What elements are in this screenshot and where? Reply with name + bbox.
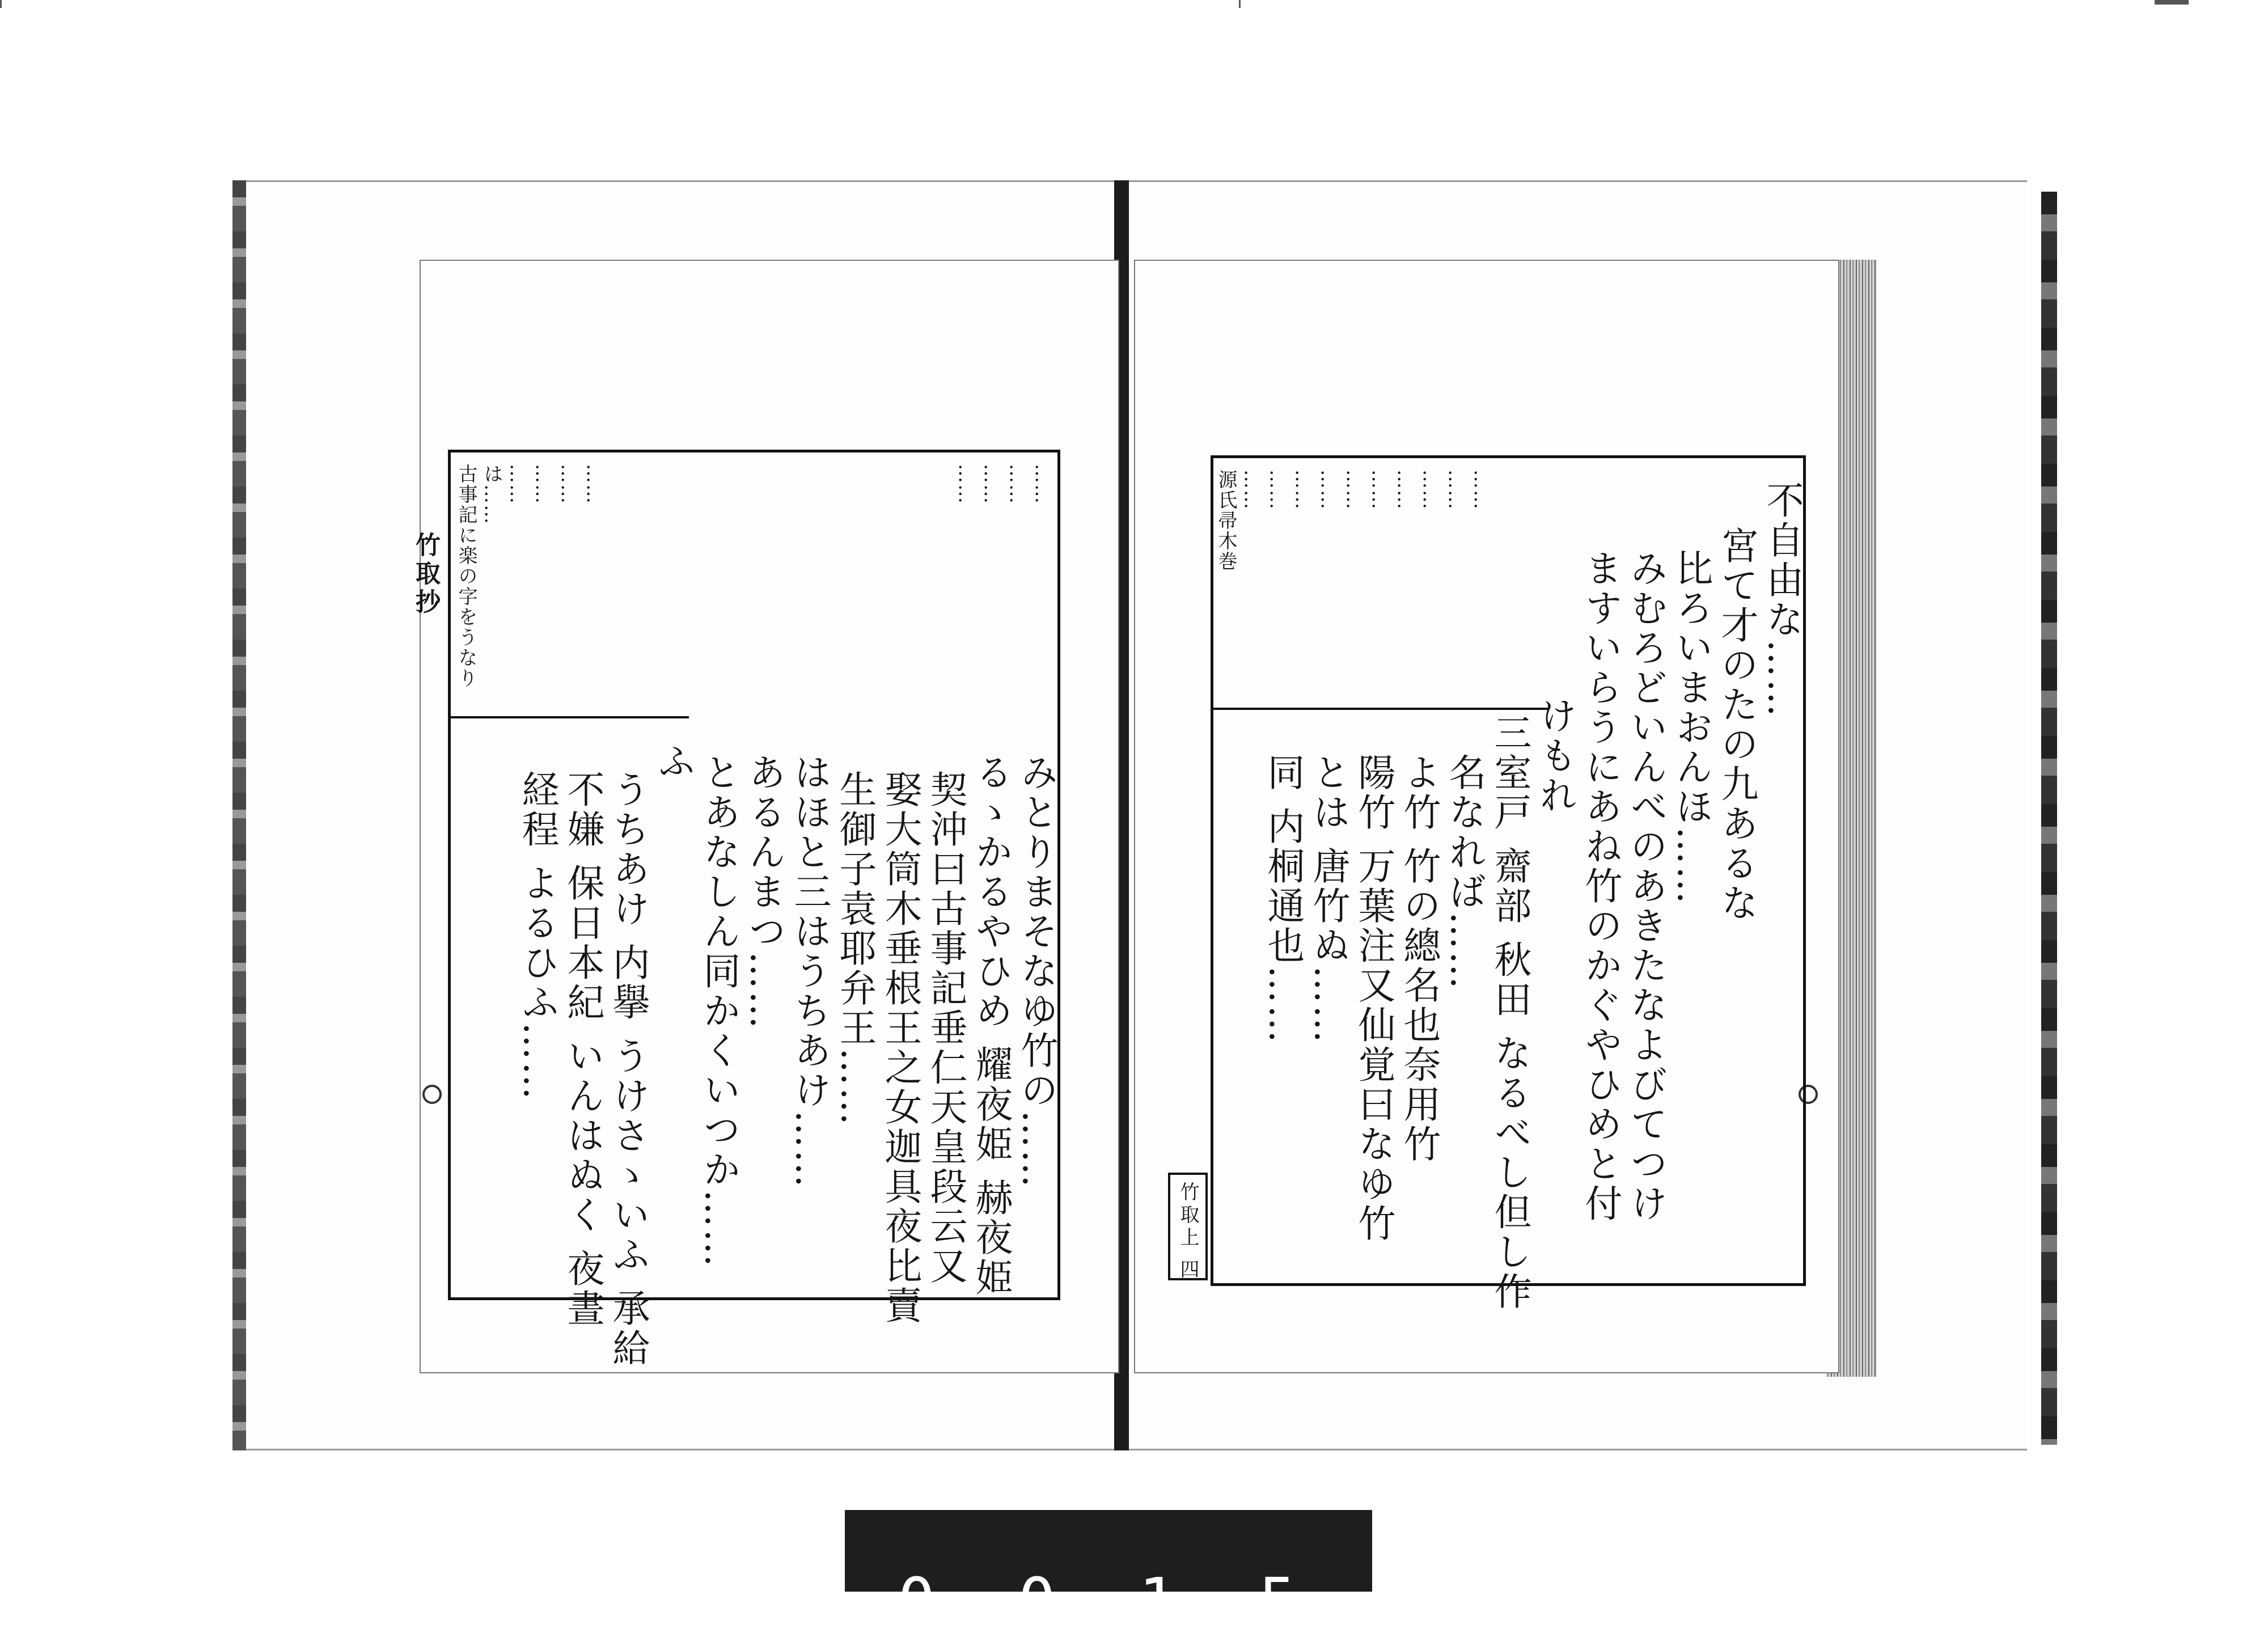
book-title-margin: 竹取抄 — [411, 532, 440, 617]
main-text-line: 比ろいまおんほ…… — [1669, 549, 1713, 906]
main-text-line: あるんまつ…… — [742, 753, 786, 1031]
main-text-line: みむろどいんべのあきたなよびてつけ — [1624, 549, 1668, 1224]
main-text-line: ふ — [651, 742, 695, 781]
main-text-line: みとりまそなゆ竹の…… — [1014, 753, 1058, 1190]
main-text-line: 不嫌 保日本紀 いんはぬく 夜晝 — [561, 770, 604, 1329]
scan-id-plate — [845, 1510, 1372, 1637]
main-text-line: けもれ — [1533, 696, 1577, 815]
main-text-line: とは 唐竹ぬ…… — [1306, 753, 1350, 1045]
upper-note-line: …… — [506, 464, 528, 505]
note-divider — [451, 716, 689, 718]
top-note-line: …… — [1031, 464, 1053, 505]
main-text-line: 契沖曰古事記垂仁天皇段云又 — [924, 770, 967, 1286]
scan-edge-mark — [0, 0, 2, 8]
upper-note-line: …… — [1470, 469, 1492, 510]
main-text-line: 経程 よるひふ…… — [515, 770, 559, 1102]
main-text-line: 娶大筒木垂根王之女迦具夜比賣 — [878, 770, 922, 1326]
upper-note-line: …… — [557, 464, 579, 505]
folio-text: 竹取上 四 — [1177, 1182, 1199, 1282]
main-text-line: 同 内桐通也…… — [1261, 753, 1305, 1045]
upper-note-line: …… — [1317, 469, 1339, 510]
upper-note-line: …… — [531, 464, 554, 505]
upper-note-line: は…… — [480, 464, 503, 525]
cover-edge — [2041, 192, 2057, 1445]
main-text-line: うちあけ 内擧 うけさゝいふ 承給 — [606, 770, 650, 1368]
left-binding-edge — [232, 180, 246, 1450]
book-spread — [232, 180, 2061, 1450]
top-note-line: …… — [954, 464, 977, 505]
main-text-line: るゝかるやひめ 耀夜姫 赫夜姫 — [969, 753, 1013, 1297]
main-text-line: よ竹 竹の總名也奈用竹 — [1397, 753, 1441, 1164]
main-text-line: 宮て才のたの九あるな — [1715, 526, 1758, 923]
main-text-line: 生御子袁耶弁王…… — [833, 770, 877, 1127]
upper-note-line: 源氏帚木巻 — [1215, 469, 1237, 572]
main-text-line: 名なれば…… — [1442, 753, 1486, 991]
main-text-line: はほと三はうちあけ…… — [788, 753, 831, 1190]
main-text-line: とあなしん同かくいつか…… — [697, 753, 741, 1269]
upper-note-line: …… — [1291, 469, 1314, 510]
top-note-line: …… — [1005, 464, 1028, 505]
folio-label — [1168, 1173, 1208, 1280]
binding-hole — [422, 1085, 442, 1104]
upper-note-line: …… — [1368, 469, 1390, 510]
right-text-frame — [1211, 455, 1806, 1312]
scan-edge-mark — [2155, 0, 2189, 5]
upper-note-line: …… — [582, 464, 605, 505]
upper-note-line: …… — [1393, 469, 1416, 510]
upper-note-line: 古事記に楽の字をうなり — [455, 464, 477, 688]
upper-note-line: …… — [1342, 469, 1365, 510]
scan-id-number: 0 0 1 5 — [898, 1564, 1319, 1637]
upper-note-line: …… — [1444, 469, 1467, 510]
main-text-line: ますいらうにあね竹のかぐやひめと付 — [1579, 549, 1622, 1224]
top-note-line: …… — [980, 464, 1002, 505]
main-text-line: 三室戸 齋部 秋田 なるべし但し作 — [1488, 713, 1531, 1312]
upper-note-line: …… — [1240, 469, 1263, 510]
left-text-frame — [448, 450, 1060, 1368]
upper-note-line: …… — [1419, 469, 1441, 510]
main-text-line: 不自由な…… — [1760, 481, 1804, 719]
scan-edge-mark — [1239, 0, 1241, 8]
upper-note-line: …… — [1266, 469, 1288, 510]
main-text-line: 陽竹 万葉注又仙覚曰なゆ竹 — [1352, 753, 1395, 1243]
note-divider — [1213, 708, 1548, 710]
